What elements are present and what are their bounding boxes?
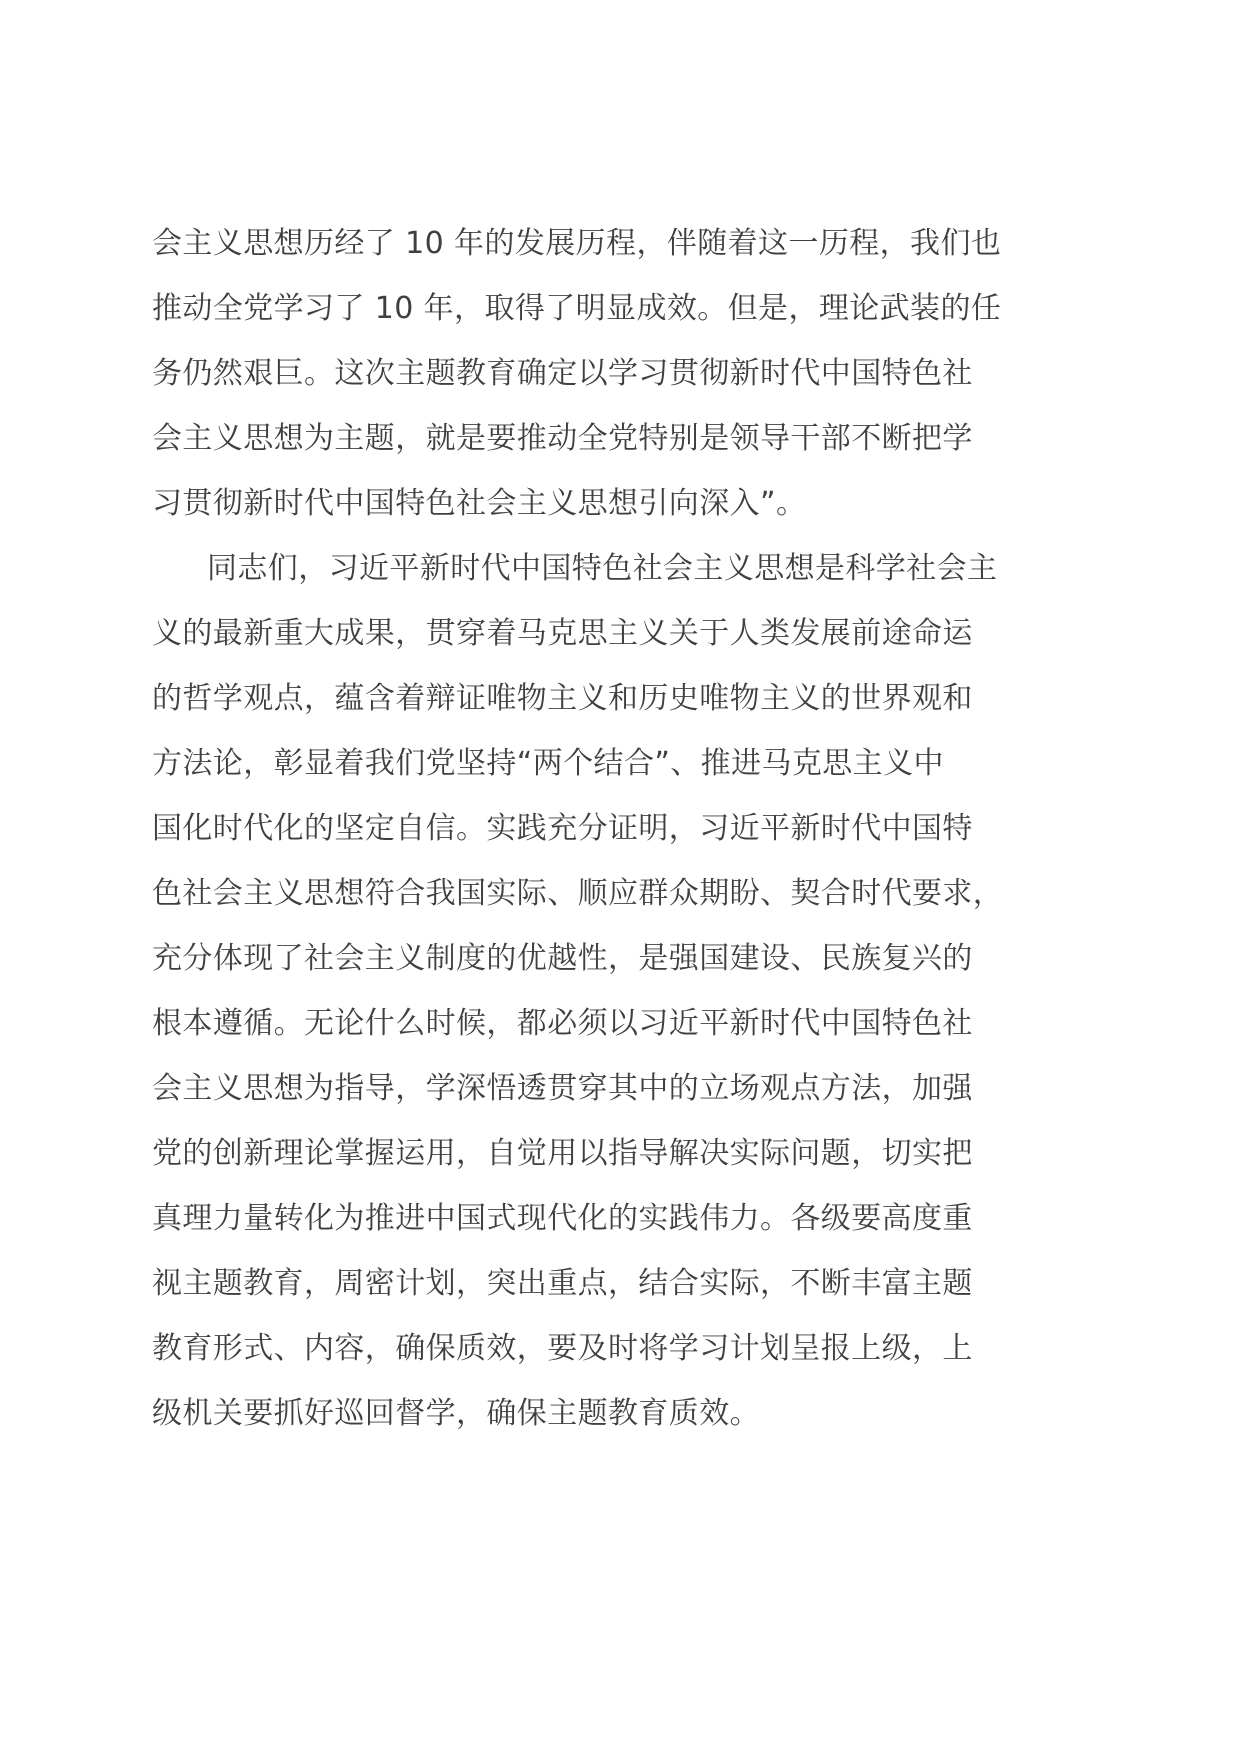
paragraph-first-line: 同志们，习近平新时代中国特色社会主义思想是科学社会主 [207, 551, 998, 586]
text-line: 真理力量转化为推进中国式现代化的实践伟力。各级要高度重 [152, 1201, 973, 1236]
text-line: 级机关要抓好巡回督学，确保主题教育质效。 [152, 1396, 760, 1431]
text-line: 方法论，彰显着我们党坚持“两个结合”、推进马克思主义中 [152, 746, 944, 781]
text-line: 会主义思想为指导，学深悟透贯穿其中的立场观点方法，加强 [152, 1071, 973, 1106]
text-line: 党的创新理论掌握运用，自觉用以指导解决实际问题，切实把 [152, 1136, 973, 1171]
text-line: 视主题教育，周密计划，突出重点，结合实际，不断丰富主题 [152, 1266, 973, 1301]
text-line: 的哲学观点，蕴含着辩证唯物主义和历史唯物主义的世界观和 [152, 681, 973, 716]
text-line: 习贯彻新时代中国特色社会主义思想引向深入”。 [152, 486, 807, 521]
text-line: 推动全党学习了 10 年，取得了明显成效。但是，理论武装的任 [152, 291, 1002, 326]
text-line: 会主义思想历经了 10 年的发展历程，伴随着这一历程，我们也 [152, 226, 1002, 261]
text-line: 义的最新重大成果，贯穿着马克思主义关于人类发展前途命运 [152, 616, 973, 651]
text-line: 国化时代化的坚定自信。实践充分证明，习近平新时代中国特 [152, 811, 973, 846]
text-line: 色社会主义思想符合我国实际、顺应群众期盼、契合时代要求， [152, 876, 1004, 911]
text-line: 充分体现了社会主义制度的优越性，是强国建设、民族复兴的 [152, 941, 973, 976]
document-body [152, 211, 1092, 1446]
text-line: 教育形式、内容，确保质效，要及时将学习计划呈报上级，上 [152, 1331, 973, 1366]
text-line: 会主义思想为主题，就是要推动全党特别是领导干部不断把学 [152, 421, 973, 456]
text-line: 务仍然艰巨。这次主题教育确定以学习贯彻新时代中国特色社 [152, 356, 973, 391]
text-line: 根本遵循。无论什么时候，都必须以习近平新时代中国特色社 [152, 1006, 973, 1041]
